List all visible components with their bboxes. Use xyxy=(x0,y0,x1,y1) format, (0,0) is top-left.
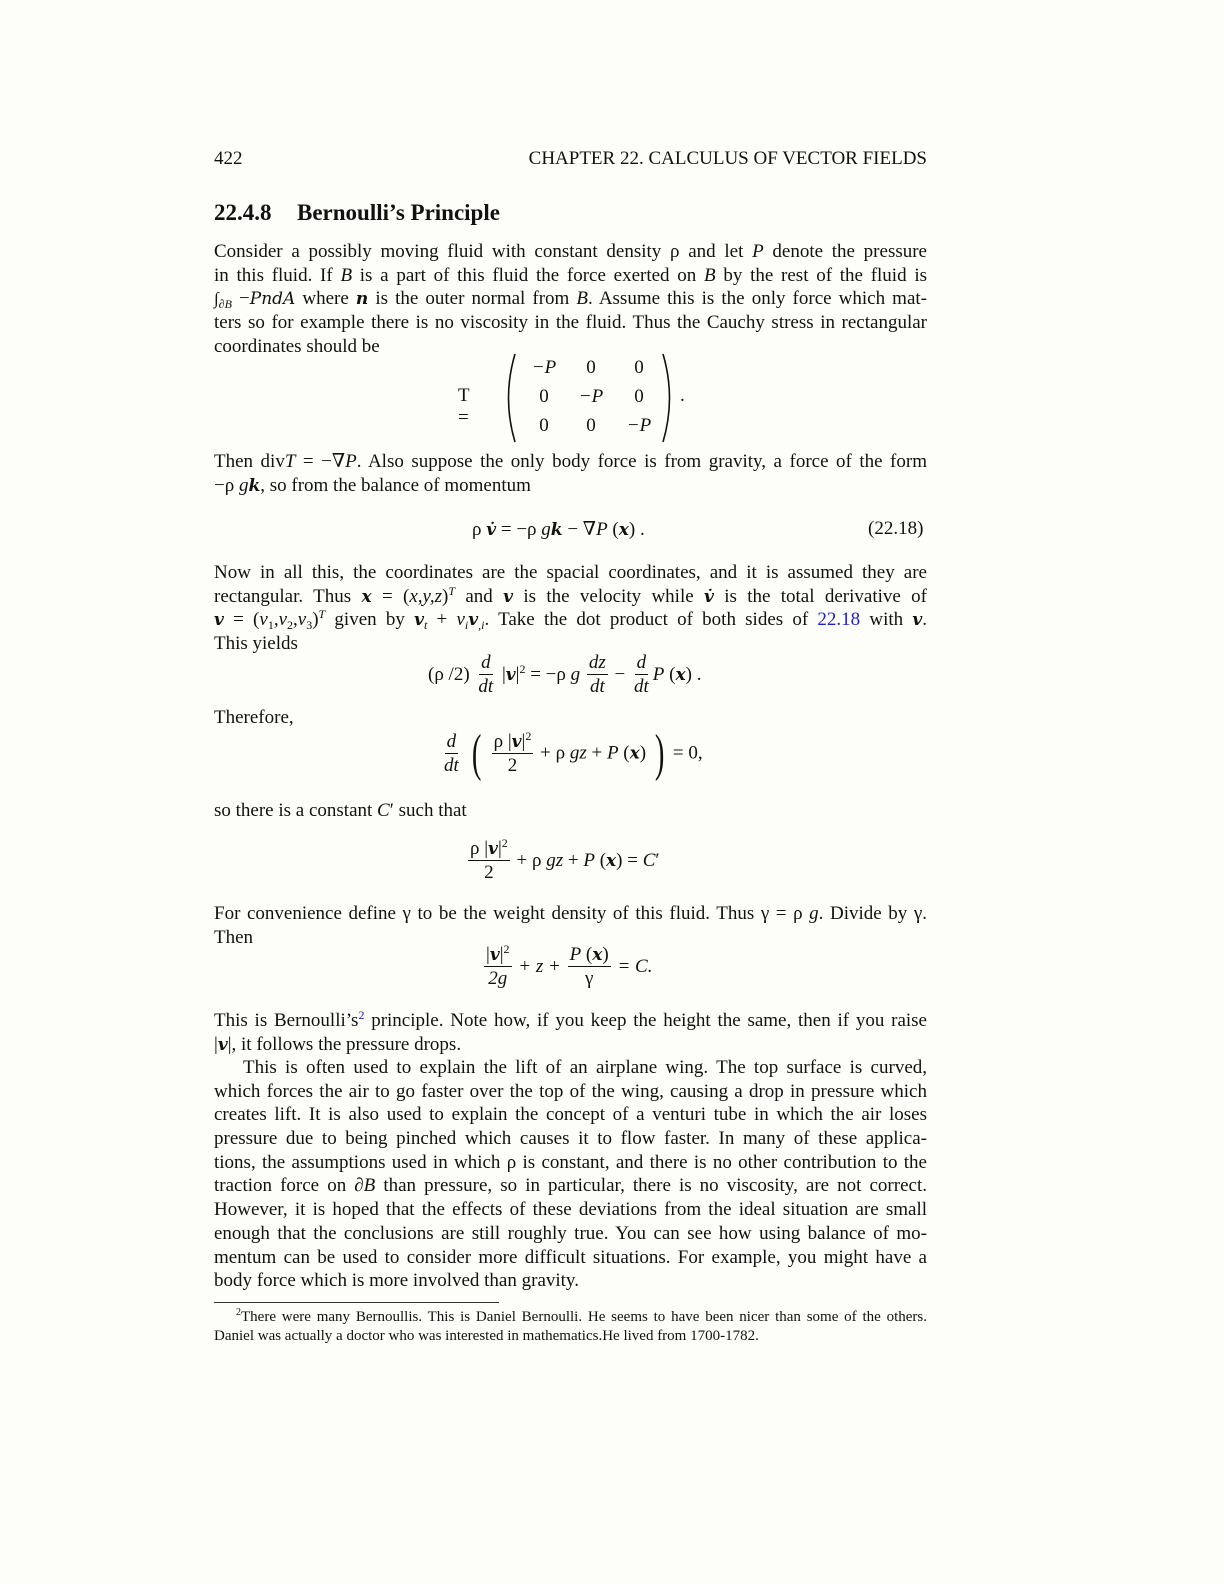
text-line: $v = (v_1,v_2,v_3)^T$ given by $v_t + v_iv_{,i}$. Take the dot product of both sides of 22.18 with v. xyxy=(214,607,928,633)
right-paren-icon xyxy=(660,352,678,444)
paragraph-intro xyxy=(214,240,927,358)
text-line: which forces the air to go faster over the top of the wing, causing a drop in pressure which xyxy=(214,1080,927,1102)
chapter-title: CHAPTER 22. CALCULUS OF VECTOR FIELDS xyxy=(528,148,927,169)
text-line: traction force on ∂B than pressure, so in particular, there is no viscosity, are not correct. xyxy=(214,1175,927,1197)
text-line: enough that the conclusions are still roughly true. You can see how using balance of mo- xyxy=(214,1222,927,1244)
text-line: tions, the assumptions used in which ρ is constant, and there is no other contribution to the xyxy=(214,1151,927,1173)
equation-reference-link[interactable]: 22.18 xyxy=(817,609,861,631)
paragraph-weight-density: For convenience define γ to be the weight density of this fluid. Thus γ = ρ g. Divide by γ. Then xyxy=(214,903,928,948)
section-title: Bernoulli’s Principle xyxy=(297,200,500,225)
text-line: rectangular. Thus $x = (x,y,z)^T$ and v is the velocity while v̇ is the total derivative of xyxy=(214,583,927,607)
left-paren-icon: ( xyxy=(471,725,481,782)
equation-total-derivative: $\frac{d}{dt}$ ( $\frac{\rho |v|^2}{2}$ + ρ gz + P (x) ) = 0, xyxy=(444,725,703,782)
text-line: Then divT = −∇P. Also suppose the only body force is from gravity, a force of the form xyxy=(214,451,927,472)
text-line: Now in all this, the coordinates are the spacial coordinates, and it is assumed they are xyxy=(214,562,927,583)
paragraph-coordinates xyxy=(214,561,927,656)
paragraph-bernoulli-principle: This is $Bernoulli’s^2$ principle. Note how, if you keep the height the same, then if you raise |v|, it follows the pressure drops. xyxy=(214,1008,927,1055)
therefore-text: Therefore, xyxy=(214,707,294,728)
matrix-entry: −P xyxy=(578,386,604,407)
matrix-entry: 0 xyxy=(586,415,596,436)
text-line: This is often used to explain the lift of an airplane wing. The top surface is curved, xyxy=(243,1057,927,1078)
text-line: in this fluid. If B is a part of this fluid the force exerted on B by the rest of the fluid is xyxy=(214,264,927,286)
matrix-entry: 0 xyxy=(634,357,644,378)
text-line: Consider a possibly moving fluid with constant density ρ and let P denote the pressure xyxy=(214,241,927,262)
text-line: body force which is more involved than gravity. xyxy=(214,1270,579,1292)
matrix-entries xyxy=(520,356,664,437)
integral-sign: ∫ xyxy=(214,289,219,309)
section-heading xyxy=(214,200,500,226)
matrix-entry: 0 xyxy=(634,386,644,407)
equation-bernoulli: $\frac{|v|^2}{2g}$ + z + $\frac{P (x)}{\gamma}$ = C. xyxy=(486,942,653,989)
paragraph-applications xyxy=(214,1056,927,1293)
matrix-entry: 0 xyxy=(586,357,596,378)
text-line: creates lift. It is also used to explain the concept of a venturi tube in which the air loses xyxy=(214,1104,927,1126)
matrix-period: . xyxy=(680,385,685,406)
paragraph-constant: so there is a constant C′ such that xyxy=(214,800,467,821)
equation-momentum: ρ v̇ = −ρ gk − ∇P (x) . xyxy=(472,519,645,540)
footnote-mark: 2 xyxy=(236,1307,241,1318)
matrix-entry: 0 xyxy=(539,415,549,436)
matrix-entry: −P xyxy=(531,357,557,378)
left-paren-icon xyxy=(500,352,518,444)
equation-constant: $\frac{\rho |v|^2}{2}$ + ρ gz + P (x) = C′ xyxy=(470,836,660,883)
equation-label: (22.18) xyxy=(868,518,924,539)
text-line: coordinates should be xyxy=(214,335,380,357)
section-number: 22.4.8 xyxy=(214,200,272,225)
text-line: ters so for example there is no viscosity in the fluid. Thus the Cauchy stress in rectangular xyxy=(214,312,927,334)
footnote-reference-link[interactable]: 2 xyxy=(358,1008,365,1022)
right-paren-icon: ) xyxy=(654,725,665,782)
footnote: $^2$There were many Bernoullis. This is Daniel Bernoulli. He seems to have been nicer than some of the others. Daniel was actually a doctor who was interested in mathematics.He lived from 1700-1782. xyxy=(214,1307,927,1344)
matrix-lhs: T = xyxy=(458,385,470,428)
text-line: pressure due to being pinched which causes it to flow faster. In many of these applica- xyxy=(214,1128,927,1150)
text-line: This yields xyxy=(214,633,298,655)
text-line: However, it is hoped that the effects of these deviations from the ideal situation are small xyxy=(214,1199,927,1221)
page-number: 422 xyxy=(214,148,243,169)
text-line: $\int_{\partial B}$ −PndA where n is the outer normal from B. Assume this is the only force which mat- xyxy=(214,288,927,312)
text-line: mentum can be used to consider more difficult situations. For example, you might have a xyxy=(214,1246,927,1268)
equation-dot-product: (ρ /2) $\frac{d}{dt}$ $|v|^2 = -\rho$ g $\frac{dz}{dt}$ − $\frac{d}{dt}$ P (x) . xyxy=(428,652,702,697)
matrix-entry: 0 xyxy=(539,386,549,407)
running-head xyxy=(214,148,927,170)
paragraph-divergence xyxy=(214,450,927,497)
text-line: −ρ gk, so from the balance of momentum xyxy=(214,474,531,496)
footnote-rule xyxy=(214,1302,499,1303)
matrix-entry: −P xyxy=(626,415,652,436)
